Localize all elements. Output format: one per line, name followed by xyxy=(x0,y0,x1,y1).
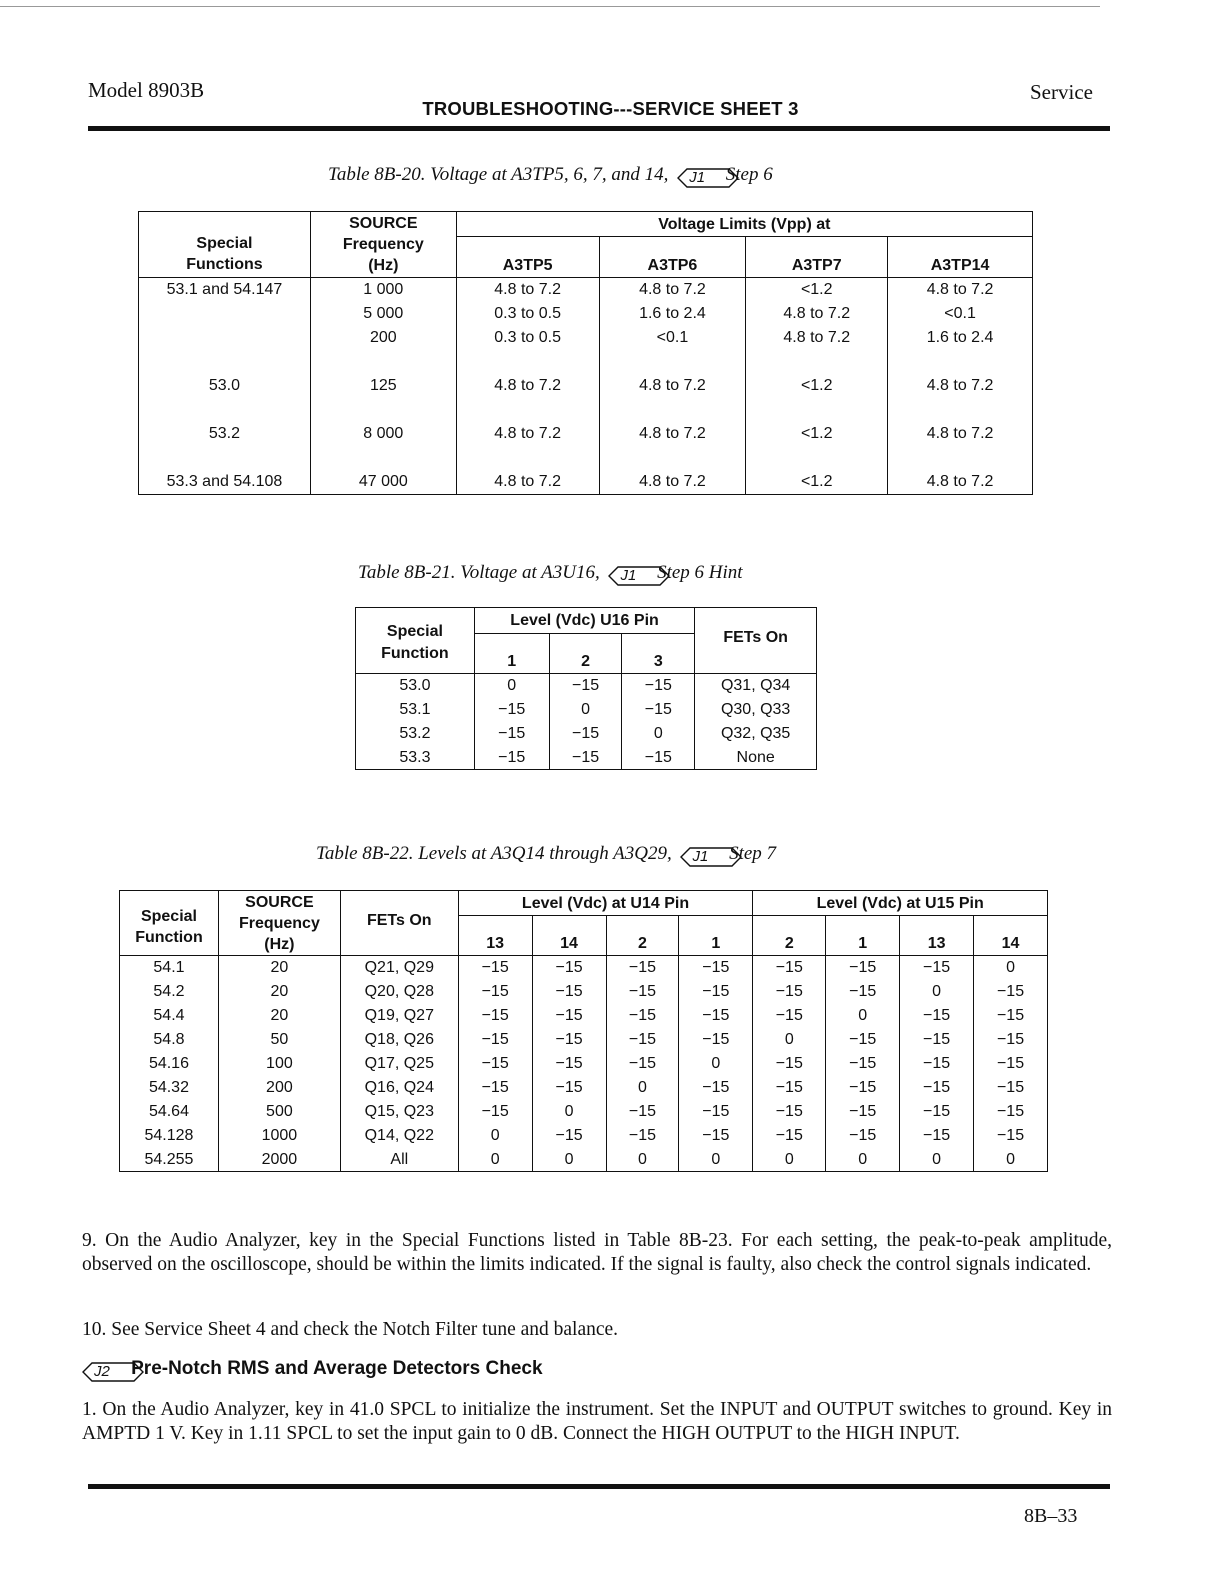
col-level-u14: Level (Vdc) at U14 Pin xyxy=(458,891,753,916)
j1-step-badge: J1 xyxy=(608,566,648,586)
table-row xyxy=(120,1076,1048,1100)
table-cell: 4.8 to 7.2 xyxy=(746,326,888,350)
table-cell: −15 xyxy=(826,1052,900,1076)
table-cell: 53.3 and 54.108 xyxy=(139,446,311,494)
table-cell: <1.2 xyxy=(746,446,888,494)
table-cell: −15 xyxy=(622,698,695,722)
section-title: Pre-Notch RMS and Average Detectors Check xyxy=(131,1358,543,1379)
table-cell: <1.2 xyxy=(746,350,888,398)
table-cell: 54.1 xyxy=(120,956,219,980)
col-level-u16: Level (Vdc) U16 Pin xyxy=(474,608,694,634)
table-row xyxy=(139,326,1033,350)
table-cell: −15 xyxy=(606,980,679,1004)
table-cell: 0 xyxy=(974,956,1048,980)
table-row xyxy=(139,278,1033,303)
table-cell xyxy=(139,302,311,326)
table-cell: −15 xyxy=(900,1004,974,1028)
table-row xyxy=(356,722,817,746)
table-cell: −15 xyxy=(606,1052,679,1076)
table-8b22-caption: Table 8B-22. Levels at A3Q14 through A3Q29, J1 Step 7 xyxy=(316,843,777,865)
table-cell: <0.1 xyxy=(888,302,1033,326)
table-cell: −15 xyxy=(679,1076,753,1100)
table-cell: 53.3 xyxy=(356,746,475,770)
table-cell: −15 xyxy=(474,746,549,770)
table-cell: −15 xyxy=(974,1100,1048,1124)
table-row xyxy=(356,674,817,698)
table-cell: Q20, Q28 xyxy=(340,980,458,1004)
table-cell: 4.8 to 7.2 xyxy=(599,350,746,398)
table-cell: −15 xyxy=(532,1028,606,1052)
table-cell: −15 xyxy=(549,674,622,698)
col-u14-pin: 1 xyxy=(679,916,753,956)
table-cell: −15 xyxy=(458,956,532,980)
table-cell: −15 xyxy=(900,1028,974,1052)
table-cell: 1.6 to 2.4 xyxy=(888,326,1033,350)
table-cell: −15 xyxy=(826,1100,900,1124)
table-cell: 4.8 to 7.2 xyxy=(456,398,599,446)
table-cell: −15 xyxy=(826,1028,900,1052)
table-row xyxy=(120,1124,1048,1148)
col-special-functions: Special Functions xyxy=(139,212,311,278)
table-cell: 0 xyxy=(974,1148,1048,1172)
table-cell: 4.8 to 7.2 xyxy=(888,398,1033,446)
table-cell: 1000 xyxy=(218,1124,340,1148)
table-cell: Q31, Q34 xyxy=(695,674,817,698)
table-cell: −15 xyxy=(753,1076,826,1100)
col-source-frequency: SOURCE Frequency (Hz) xyxy=(310,212,456,278)
table-row xyxy=(120,1148,1048,1172)
table-row xyxy=(120,956,1048,980)
table-cell: −15 xyxy=(974,1028,1048,1052)
table-cell: 53.0 xyxy=(139,350,311,398)
table-cell: 125 xyxy=(310,350,456,398)
table-cell: 0 xyxy=(606,1148,679,1172)
table-cell: −15 xyxy=(606,1100,679,1124)
table-cell: −15 xyxy=(606,1124,679,1148)
table-cell: Q16, Q24 xyxy=(340,1076,458,1100)
table-cell: 0 xyxy=(622,722,695,746)
table-cell: 53.0 xyxy=(356,674,475,698)
table-cell: 0 xyxy=(679,1148,753,1172)
table-cell: 0 xyxy=(900,980,974,1004)
table-cell: −15 xyxy=(532,1076,606,1100)
table-cell: 54.64 xyxy=(120,1100,219,1124)
table-cell: Q17, Q25 xyxy=(340,1052,458,1076)
table-cell: 0 xyxy=(532,1100,606,1124)
col-u15-pin: 14 xyxy=(974,916,1048,956)
table-cell: 0 xyxy=(753,1028,826,1052)
table-cell: 0.3 to 0.5 xyxy=(456,302,599,326)
table-cell: −15 xyxy=(900,1076,974,1100)
table-cell: 53.1 and 54.147 xyxy=(139,278,311,303)
table-cell: 100 xyxy=(218,1052,340,1076)
col-level-u15: Level (Vdc) at U15 Pin xyxy=(753,891,1048,916)
table-cell: 0 xyxy=(532,1148,606,1172)
table-cell: 0 xyxy=(458,1148,532,1172)
step-10-paragraph: 10. See Service Sheet 4 and check the Notch Filter tune and balance. xyxy=(82,1319,619,1340)
table-cell: 4.8 to 7.2 xyxy=(888,350,1033,398)
table-cell: −15 xyxy=(458,1076,532,1100)
table-cell: −15 xyxy=(458,1052,532,1076)
col-a3tp14: A3TP14 xyxy=(888,237,1033,278)
col-special-function: Special Function xyxy=(356,608,475,674)
col-a3tp7: A3TP7 xyxy=(746,237,888,278)
table-cell: −15 xyxy=(900,956,974,980)
section-heading xyxy=(82,1358,543,1382)
col-u14-pin: 2 xyxy=(606,916,679,956)
table-cell: −15 xyxy=(679,1124,753,1148)
table-cell: −15 xyxy=(826,980,900,1004)
table-cell: −15 xyxy=(974,1076,1048,1100)
table-cell: Q32, Q35 xyxy=(695,722,817,746)
table-cell: 5 000 xyxy=(310,302,456,326)
table-cell: 54.4 xyxy=(120,1004,219,1028)
table-row xyxy=(120,1028,1048,1052)
table-cell: −15 xyxy=(532,1124,606,1148)
table-cell: 0 xyxy=(900,1148,974,1172)
col-a3tp5: A3TP5 xyxy=(456,237,599,278)
table-cell: −15 xyxy=(974,980,1048,1004)
table-cell: 54.128 xyxy=(120,1124,219,1148)
table-cell: Q30, Q33 xyxy=(695,698,817,722)
table-cell: 53.2 xyxy=(139,398,311,446)
table-cell: −15 xyxy=(679,1100,753,1124)
col-pin-2: 2 xyxy=(549,634,622,674)
table-cell: 0 xyxy=(549,698,622,722)
model-label: Model 8903B xyxy=(88,78,205,102)
table-row xyxy=(139,302,1033,326)
table-cell: 4.8 to 7.2 xyxy=(599,446,746,494)
col-pin-1: 1 xyxy=(474,634,549,674)
table-cell: 20 xyxy=(218,956,340,980)
table-8b21-caption: Table 8B-21. Voltage at A3U16, J1 Step 6 Hint xyxy=(358,562,743,584)
table-cell: −15 xyxy=(753,1100,826,1124)
table-cell: −15 xyxy=(606,956,679,980)
table-cell: −15 xyxy=(532,956,606,980)
step-1-paragraph: 1. On the Audio Analyzer, key in 41.0 SPCL to initialize the instrument. Set the INPUT and OUTPUT switches to ground. Key in AMPTD 1 V. Key in 1.11 SPCL to set the input gain to 0 dB. Connect the HIGH OUTPUT to the HIGH INPUT. xyxy=(82,1399,1112,1444)
scan-top-edge xyxy=(0,6,1100,7)
table-cell: 54.2 xyxy=(120,980,219,1004)
table-cell: −15 xyxy=(679,980,753,1004)
table-cell: −15 xyxy=(622,674,695,698)
table-cell: 1 000 xyxy=(310,278,456,303)
table-row xyxy=(120,980,1048,1004)
page-title: TROUBLESHOOTING---SERVICE SHEET 3 xyxy=(422,98,799,119)
table-cell: 0 xyxy=(826,1148,900,1172)
table-row xyxy=(139,398,1033,446)
table-cell: −15 xyxy=(974,1004,1048,1028)
table-cell: 4.8 to 7.2 xyxy=(456,278,599,303)
col-u14-pin: 14 xyxy=(532,916,606,956)
table-cell: −15 xyxy=(458,980,532,1004)
table-cell: 4.8 to 7.2 xyxy=(599,278,746,303)
table-cell: 0 xyxy=(826,1004,900,1028)
j1-step-badge: J1 xyxy=(680,847,720,867)
table-cell: 0 xyxy=(474,674,549,698)
section-label: Service xyxy=(1030,80,1093,104)
table-cell: −15 xyxy=(974,1052,1048,1076)
table-8b20-caption: Table 8B-20. Voltage at A3TP5, 6, 7, and 14, J1 Step 6 xyxy=(328,164,773,186)
table-8b20 xyxy=(138,211,1033,495)
table-row xyxy=(120,1100,1048,1124)
table-cell: 200 xyxy=(218,1076,340,1100)
table-cell: −15 xyxy=(532,1004,606,1028)
table-cell: Q19, Q27 xyxy=(340,1004,458,1028)
col-a3tp6: A3TP6 xyxy=(599,237,746,278)
table-cell: 4.8 to 7.2 xyxy=(599,398,746,446)
col-u15-pin: 1 xyxy=(826,916,900,956)
table-cell: −15 xyxy=(606,1004,679,1028)
table-cell: 47 000 xyxy=(310,446,456,494)
table-cell: 4.8 to 7.2 xyxy=(888,278,1033,303)
table-cell xyxy=(139,326,311,350)
table-cell: −15 xyxy=(900,1100,974,1124)
j1-step-badge: J1 xyxy=(677,168,717,188)
table-cell: Q18, Q26 xyxy=(340,1028,458,1052)
table-cell: −15 xyxy=(753,1004,826,1028)
table-cell: 0 xyxy=(679,1052,753,1076)
table-cell: −15 xyxy=(458,1028,532,1052)
table-cell: 20 xyxy=(218,980,340,1004)
table-cell: None xyxy=(695,746,817,770)
table-cell: 0 xyxy=(458,1124,532,1148)
col-pin-3: 3 xyxy=(622,634,695,674)
table-cell: −15 xyxy=(679,1004,753,1028)
col-fets-on: FETs On xyxy=(695,608,817,674)
table-cell: 4.8 to 7.2 xyxy=(888,446,1033,494)
col-voltage-limits: Voltage Limits (Vpp) at xyxy=(456,212,1032,237)
table-cell: 54.32 xyxy=(120,1076,219,1100)
table-cell: 2000 xyxy=(218,1148,340,1172)
table-cell: −15 xyxy=(474,698,549,722)
table-cell: 0.3 to 0.5 xyxy=(456,326,599,350)
table-cell: Q14, Q22 xyxy=(340,1124,458,1148)
table-cell: −15 xyxy=(753,956,826,980)
table-cell: 54.255 xyxy=(120,1148,219,1172)
col-u15-pin: 13 xyxy=(900,916,974,956)
page-number: 8B–33 xyxy=(1024,1505,1078,1527)
table-cell: 54.16 xyxy=(120,1052,219,1076)
table-cell: 54.8 xyxy=(120,1028,219,1052)
table-cell: 1.6 to 2.4 xyxy=(599,302,746,326)
table-cell: 4.8 to 7.2 xyxy=(456,350,599,398)
table-cell: −15 xyxy=(826,1124,900,1148)
table-row xyxy=(139,446,1033,494)
table-cell: Q21, Q29 xyxy=(340,956,458,980)
table-cell: 20 xyxy=(218,1004,340,1028)
table-cell: −15 xyxy=(826,956,900,980)
table-cell: 4.8 to 7.2 xyxy=(746,302,888,326)
table-cell: 200 xyxy=(310,326,456,350)
table-cell: −15 xyxy=(606,1028,679,1052)
table-8b22 xyxy=(119,890,1048,1172)
header-rule xyxy=(88,126,1110,131)
table-cell: 4.8 to 7.2 xyxy=(456,446,599,494)
table-cell: <1.2 xyxy=(746,278,888,303)
table-cell: −15 xyxy=(679,956,753,980)
table-cell: <1.2 xyxy=(746,398,888,446)
table-cell: −15 xyxy=(826,1076,900,1100)
table-row xyxy=(356,698,817,722)
table-row xyxy=(139,350,1033,398)
table-cell: −15 xyxy=(753,1124,826,1148)
table-cell: −15 xyxy=(900,1124,974,1148)
table-cell: −15 xyxy=(458,1004,532,1028)
table-cell: 50 xyxy=(218,1028,340,1052)
table-row xyxy=(120,1052,1048,1076)
table-cell: −15 xyxy=(679,1028,753,1052)
table-cell: 8 000 xyxy=(310,398,456,446)
col-u15-pin: 2 xyxy=(753,916,826,956)
step-9-paragraph: 9. On the Audio Analyzer, key in the Special Functions listed in Table 8B-23. For each setting, the peak-to-peak amplitude, observed on the oscilloscope, should be within the limits indicated. If the signal is faulty, also check the control signals indicated. xyxy=(82,1230,1112,1275)
table-cell: <0.1 xyxy=(599,326,746,350)
table-cell: 0 xyxy=(753,1148,826,1172)
table-cell: All xyxy=(340,1148,458,1172)
table-cell: 53.1 xyxy=(356,698,475,722)
col-source-frequency: SOURCE Frequency (Hz) xyxy=(218,891,340,956)
table-8b21 xyxy=(355,607,817,770)
col-special-function: Special Function xyxy=(120,891,219,956)
table-cell: −15 xyxy=(974,1124,1048,1148)
table-cell: −15 xyxy=(622,746,695,770)
col-fets-on: FETs On xyxy=(340,891,458,956)
table-cell: −15 xyxy=(532,980,606,1004)
col-u14-pin: 13 xyxy=(458,916,532,956)
table-row xyxy=(356,746,817,770)
table-cell: −15 xyxy=(474,722,549,746)
table-cell: 500 xyxy=(218,1100,340,1124)
table-cell: 53.2 xyxy=(356,722,475,746)
j2-step-badge: J2 xyxy=(82,1362,122,1382)
table-cell: −15 xyxy=(549,746,622,770)
table-cell: Q15, Q23 xyxy=(340,1100,458,1124)
table-cell: 0 xyxy=(606,1076,679,1100)
table-row xyxy=(120,1004,1048,1028)
table-cell: −15 xyxy=(753,980,826,1004)
table-cell: −15 xyxy=(549,722,622,746)
table-cell: −15 xyxy=(458,1100,532,1124)
footer-rule xyxy=(88,1484,1110,1489)
table-cell: −15 xyxy=(900,1052,974,1076)
table-cell: −15 xyxy=(753,1052,826,1076)
table-cell: −15 xyxy=(532,1052,606,1076)
